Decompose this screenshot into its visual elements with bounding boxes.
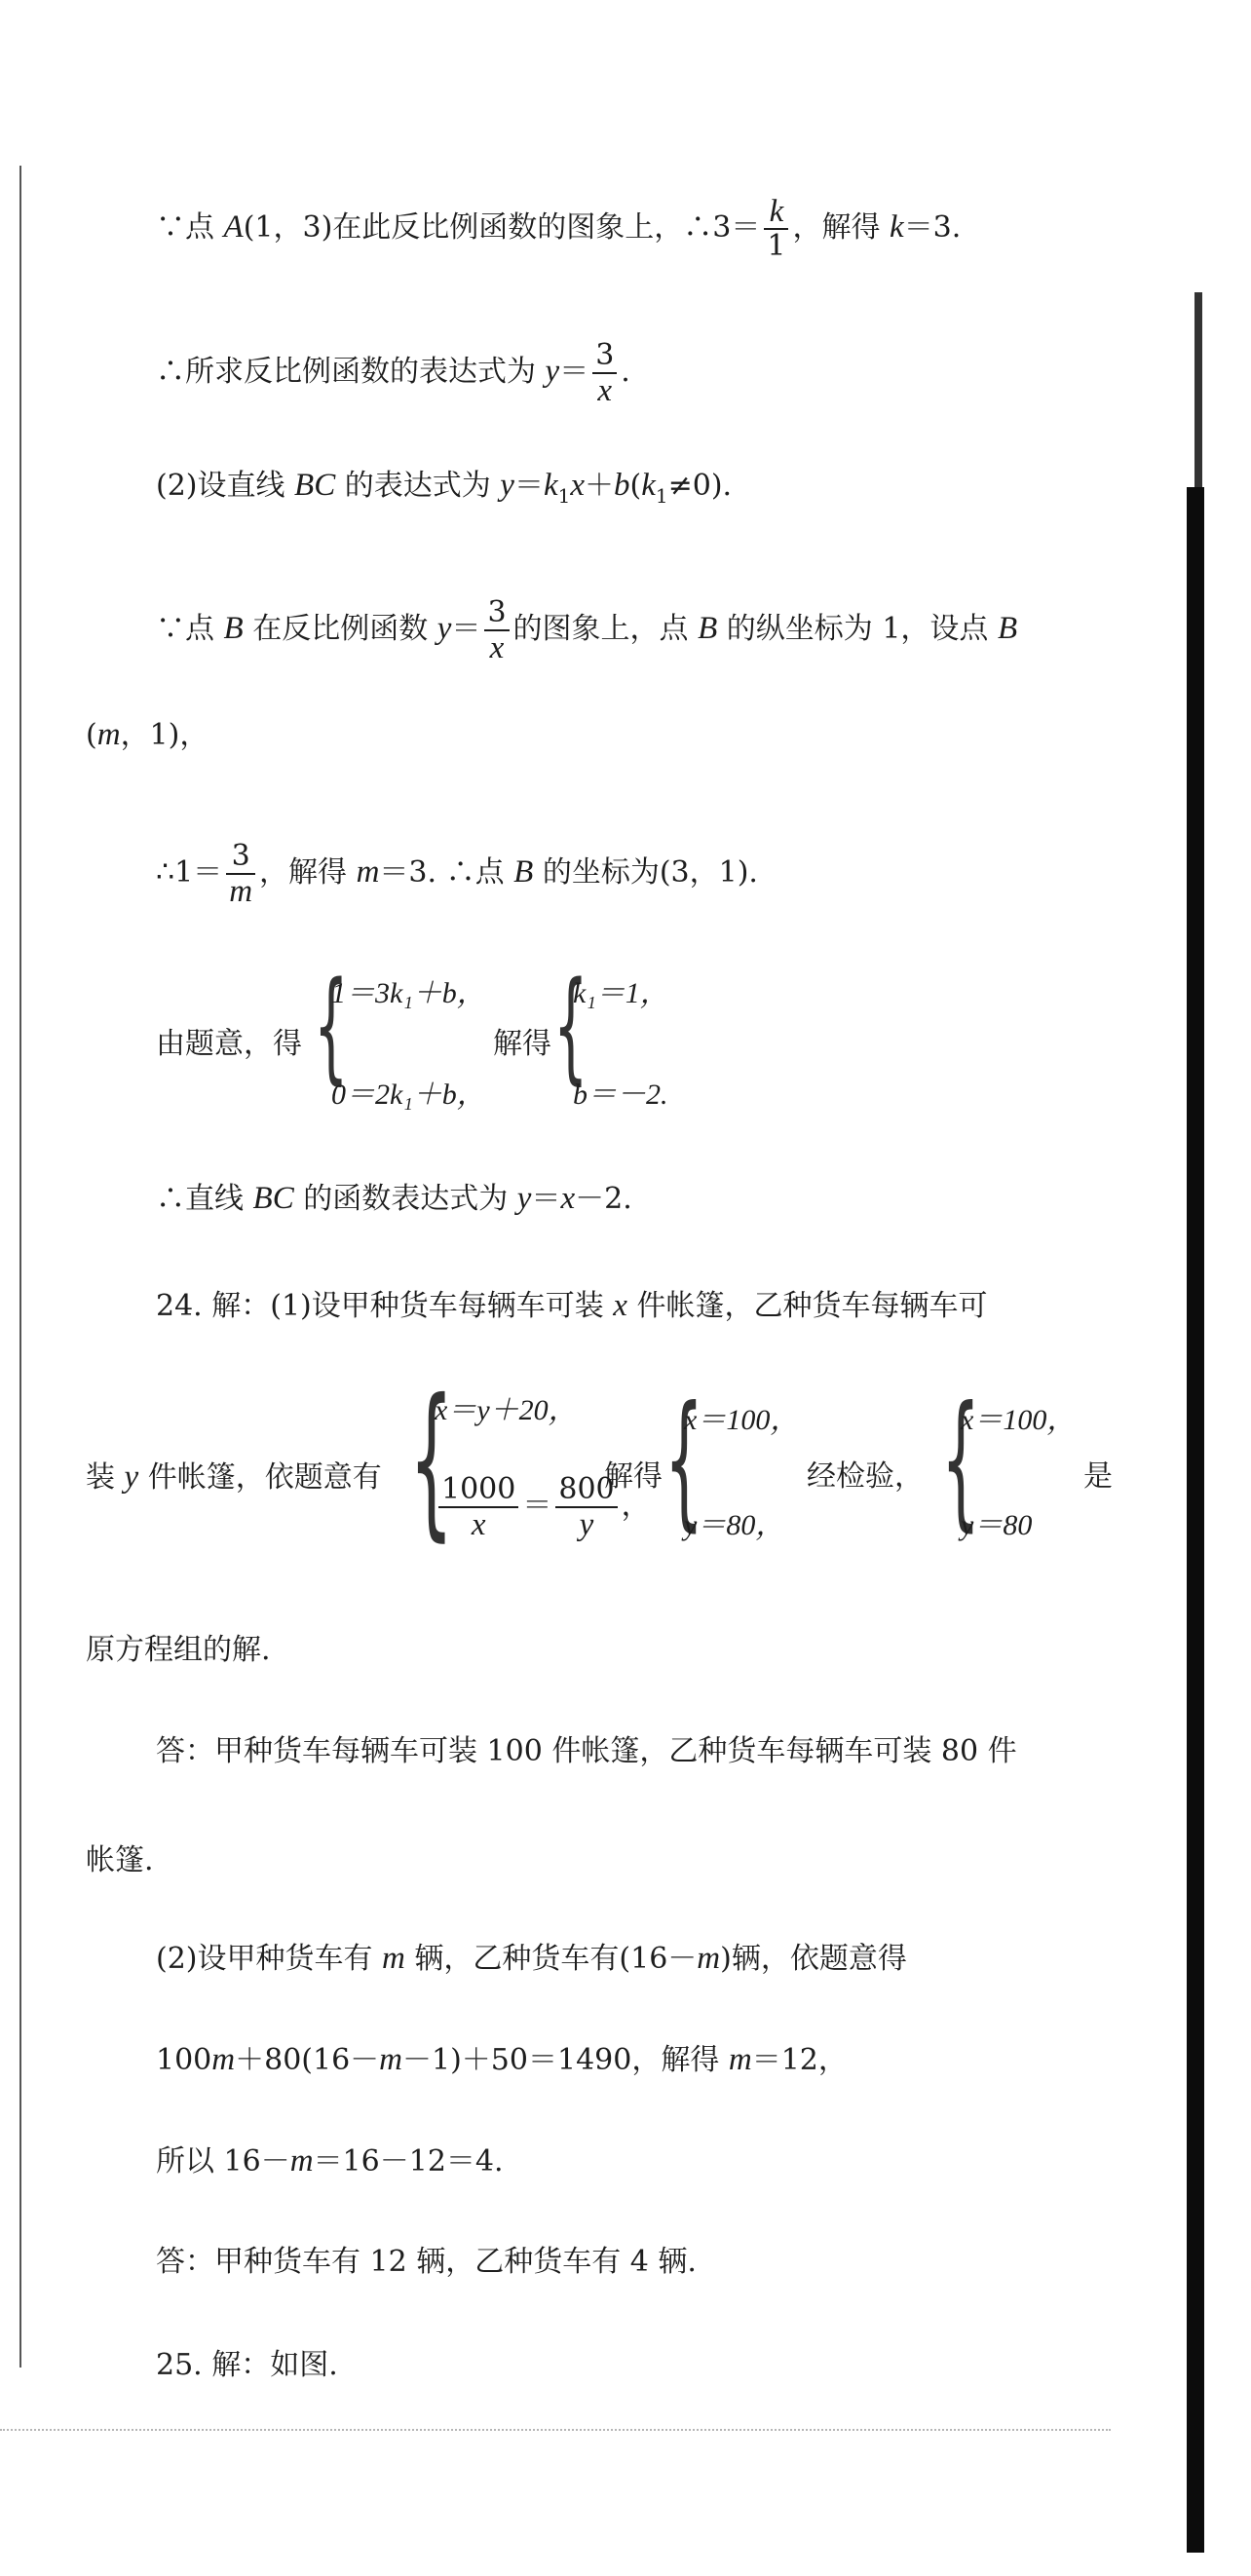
fraction-1000-over-x: $\frac{1000}{x}$	[438, 1473, 518, 1541]
left-brace: {	[314, 957, 349, 1097]
fraction-3-over-m: $\frac{3}{m}$	[226, 840, 255, 908]
solution-line-6: ∴1＝ $\frac{3}{m}$ ，解得 m＝3. ∴点 B 的坐标为(3，1).	[156, 839, 758, 909]
var-BC: BC	[294, 468, 336, 503]
label-text: 由题意，得	[156, 1027, 302, 1061]
fraction-k-over-1: $\frac{k}{1}$	[764, 195, 788, 263]
problem-24-line-3: 原方程组的解.	[86, 1633, 271, 1667]
answer-1-line-1: 答：甲种货车每辆车可装 100 件帐篷，乙种货车每辆车可装 80 件	[156, 1734, 1017, 1768]
left-margin-line	[19, 166, 21, 2368]
equation: 1＝3k₁＋b，	[331, 977, 486, 1009]
solution-line-1	[156, 195, 961, 263]
var-A: A	[223, 209, 244, 245]
left-brace: {	[553, 957, 588, 1097]
fraction-3-over-x: $\frac{3}{x}$	[592, 339, 617, 407]
solution-line-2: ∴所求反比例函数的表达式为 y＝ $\frac{3}{x}$ .	[156, 338, 630, 408]
text: (1，3)在此反比例函数的图象上，∴3＝	[243, 210, 761, 245]
var-y: y	[545, 354, 560, 389]
equation: x＝y＋20，	[435, 1394, 578, 1426]
solution-line-8: ∴直线 BC 的函数表达式为 y＝x－2.	[156, 1181, 632, 1216]
solution-line-3: (2)设直线 BC 的表达式为 $y=k_1x+b(k_1\ne 0)$.	[156, 468, 733, 508]
text: ∴所求反比例函数的表达式为	[156, 355, 546, 389]
problem-25-heading: 25. 解：如图.	[156, 2348, 338, 2382]
scan-edge-shadow	[1187, 487, 1204, 2553]
solution: k₁＝1，	[573, 977, 669, 1009]
text: ，解得	[792, 210, 891, 245]
scan-edge-shadow-top	[1194, 292, 1202, 487]
label-text: 解得	[493, 1027, 551, 1061]
solution-line-4: ∵点 B 在反比例函数 y＝ $\frac{3}{x}$ 的图象上，点 B 的纵坐标为 1，设点 B	[156, 595, 1018, 665]
left-brace: {	[941, 1376, 981, 1545]
equation: 0＝2k₁＋b，	[331, 1079, 486, 1111]
document-page: ∵点 A(1，3)在此反比例函数的图象上，∴3＝ $\frac{k}{1}$ ，解得 k＝3. ∴所求反比例函数的表达式为 y＝ $\frac{3}{x}$ . (2)设直线 BC 的表达式为 $y=k_1x+b(k_1\ne 0)$. ∵点 B 在反比例函数 y＝ $\frac{3}{x}$ 的图象上，点 B 的纵坐标为 1，设点 B (m，1)， ∴1＝ $\frac{3}{m}$ ，解得 m＝3. ∴点 B 的坐标为(3，1). 由题意，得 { 1＝3k₁＋b， 0＝2k₁＋b， 解得 { k₁＝1， b＝－2. ∴直线 BC 的函数表达式为 y＝x－2. 24. 解：(1)设甲种货车每辆车可装 x 件帐篷，乙种货车每辆车可 装 y 件帐篷，依题意有 { x＝y＋20， $\frac{1000}{x}$ ＝ $\frac{800}{y}$ ， 解得 { x＝100， y＝80， 经检验， { x＝100， y＝80 是 原方程组的解. 答：甲种货车每辆车可装 100 件帐篷，乙种货车每辆车可装 80 件 帐篷. (2)设甲种货车有 m 辆，乙种货车有(16－m)辆，依题意得 100m＋80(16－m－1)＋50＝1490，解得 m＝12， 所以 16－m＝16－12＝4. 答：甲种货车有 12 辆，乙种货车有 4 辆. 25. 解：如图.	[0, 0, 1251, 2576]
fraction-800-over-y: $\frac{800}{y}$	[555, 1473, 617, 1541]
answer-1-line-2: 帐篷.	[86, 1843, 154, 1877]
problem-24-part2-line-1: (2)设甲种货车有 m 辆，乙种货车有(16－m)辆，依题意得	[156, 1941, 907, 1976]
solution-line-5: (m，1)，	[86, 717, 209, 752]
solution: b＝－2.	[573, 1079, 668, 1111]
left-brace: {	[664, 1376, 704, 1545]
fraction-3-over-x: $\frac{3}{x}$	[484, 596, 509, 664]
text: ＝3.	[903, 210, 962, 245]
problem-24-line-1: 24. 解：(1)设甲种货车每辆车可装 x 件帐篷，乙种货车每辆车可	[156, 1288, 988, 1323]
bottom-dotted-rule	[0, 2429, 1111, 2431]
answer-2: 答：甲种货车有 12 辆，乙种货车有 4 辆.	[156, 2245, 697, 2279]
problem-24-part2-line-2: 100m＋80(16－m－1)＋50＝1490，解得 m＝12，	[156, 2042, 848, 2077]
var-k: k	[890, 209, 904, 245]
text: ∵点	[156, 210, 224, 245]
problem-24-part2-line-3: 所以 16－m＝16－12＝4.	[156, 2143, 504, 2178]
equation: $\frac{1000}{x}$ ＝ $\frac{800}{y}$ ，	[435, 1473, 651, 1541]
left-brace: {	[409, 1364, 454, 1557]
